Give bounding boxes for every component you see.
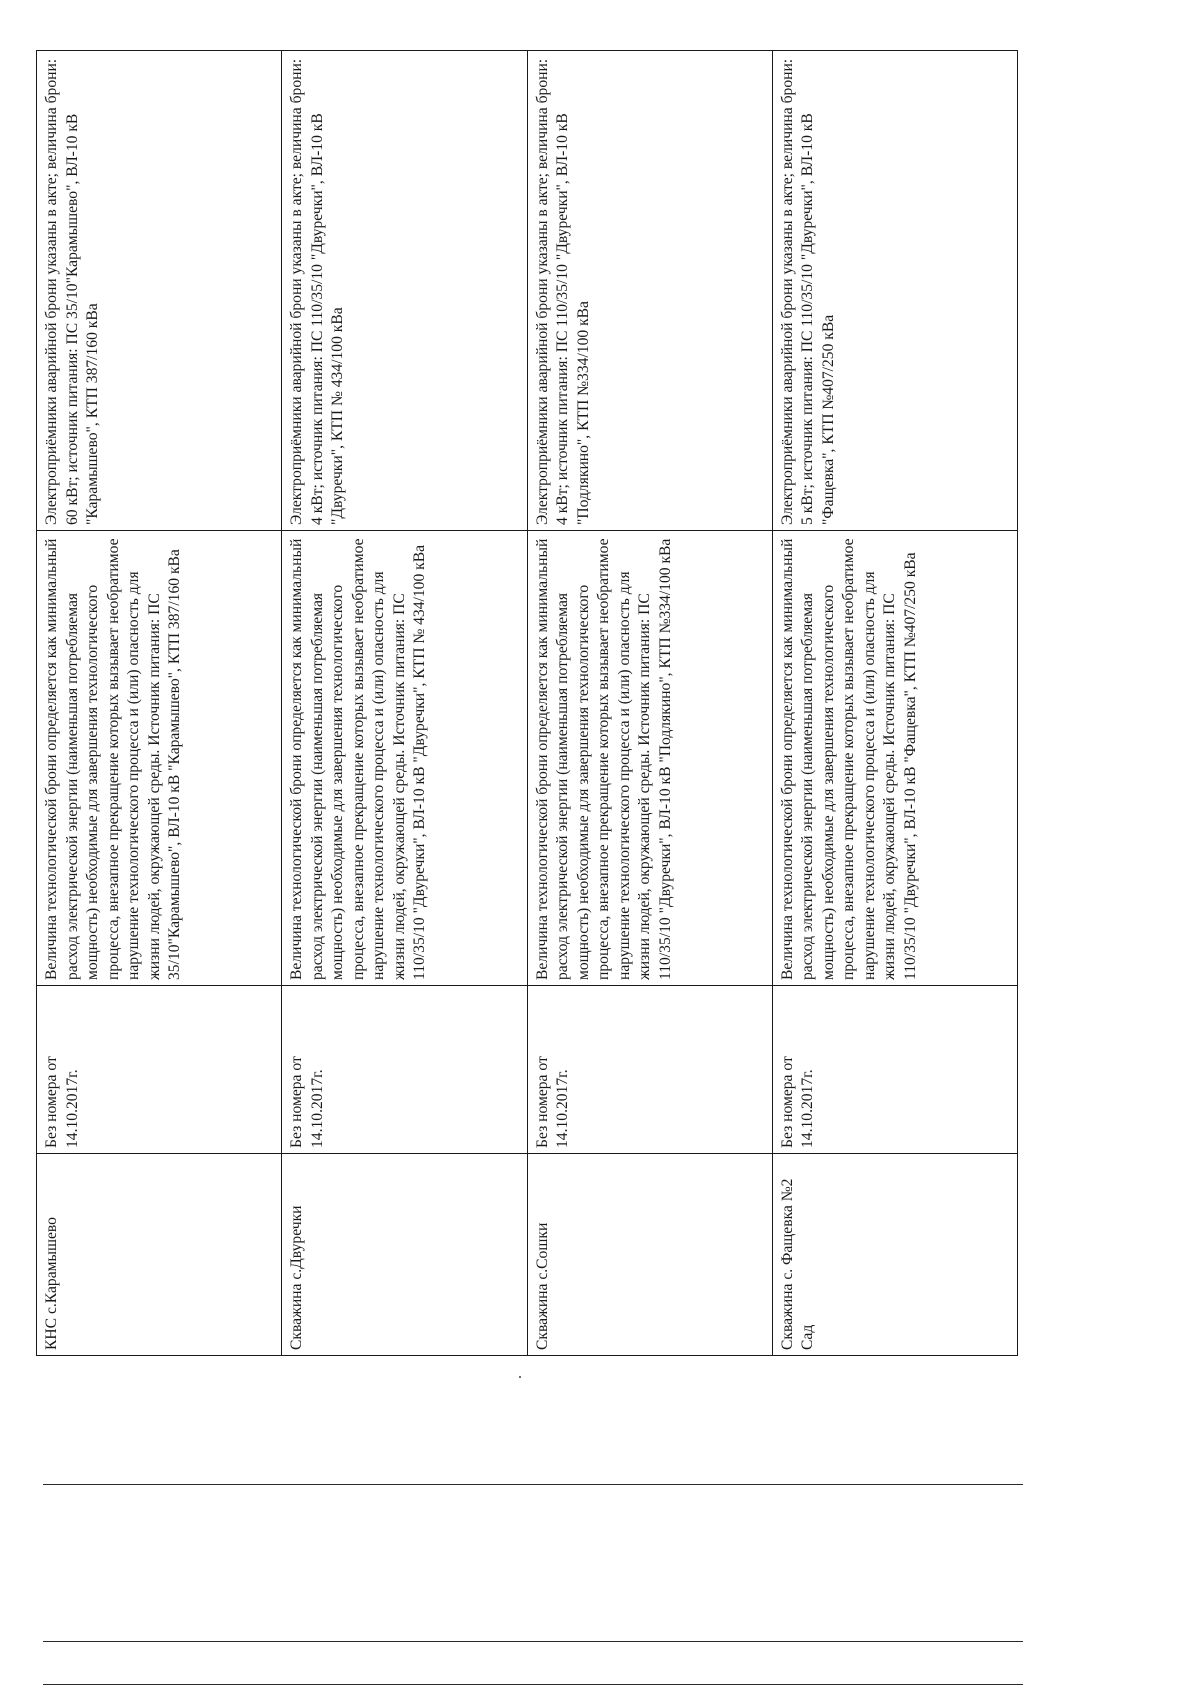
- technological-reserve-cell: Величина технологической брони определяется как минимальный расход электрической энергии (наименьшая потребляемая мощность) необходимые для завершения технологического процесса, внезапное прекращение которых вызывает необратимое нарушение технологического процесса и (или) опасность для жизни людей, окружающей среды. Источник питания: ПС 110/35/10 "Двуречки", ВЛ-10 кВ "Подлякино", КТП №334/100 кВа: [527, 531, 772, 986]
- emergency-reserve-cell: Электроприёмники аварийной брони указаны в акте; величина брони: 5 кВт; источник питания: ПС 110/35/10 "Двуречки", ВЛ-10 кВ "Фащевка", КТП №407/250 кВа: [772, 51, 1017, 531]
- reserve-table: [36, 50, 1018, 1356]
- technological-reserve-cell: Величина технологической брони определяется как минимальный расход электрической энергии (наименьшая потребляемая мощность) необходимые для завершения технологического процесса, внезапное прекращение которых вызывает необратимое нарушение технологического процесса и (или) опасность для жизни людей, окружающей среды. Источник питания: ПС 110/35/10 "Двуречки", ВЛ-10 кВ "Фащевка", КТП №407/250 кВа: [772, 531, 1017, 986]
- horizontal-rule: [43, 1484, 1023, 1485]
- act-reference-cell: Без номера от 14.10.2017г.: [37, 986, 282, 1154]
- act-reference-cell: Без номера от 14.10.2017г.: [527, 986, 772, 1154]
- technological-reserve-cell: Величина технологической брони определяется как минимальный расход электрической энергии (наименьшая потребляемая мощность) необходимые для завершения технологического процесса, внезапное прекращение которых вызывает необратимое нарушение технологического процесса и (или) опасность для жизни людей, окружающей среды. Источник питания: ПС 110/35/10 "Двуречки", ВЛ-10 кВ "Двуречки", КТП № 434/100 кВа: [282, 531, 527, 986]
- horizontal-rule: [43, 1684, 1023, 1685]
- table-row: [282, 51, 527, 1356]
- object-name-cell: КНС с.Карамышево: [37, 1154, 282, 1356]
- object-name-cell: Скважина с. Фащевка №2 Сад: [772, 1154, 1017, 1356]
- horizontal-rule: [43, 1641, 1023, 1642]
- table-row: [527, 51, 772, 1356]
- table-row: [37, 51, 282, 1356]
- rotated-table-container: [36, 51, 1018, 1356]
- table-row: [772, 51, 1017, 1356]
- emergency-reserve-cell: Электроприёмники аварийной брони указаны в акте; величина брони: 60 кВт; источник питания: ПС 35/10"Карамышево", ВЛ-10 кВ "Карамышево", КТП 387/160 кВа: [37, 51, 282, 531]
- emergency-reserve-cell: Электроприёмники аварийной брони указаны в акте; величина брони: 4 кВт; источник питания: ПС 110/35/10 "Двуречки", ВЛ-10 кВ "Подлякино", КТП №334/100 кВа: [527, 51, 772, 531]
- act-reference-cell: Без номера от 14.10.2017г.: [282, 986, 527, 1154]
- object-name-cell: Скважина с.Сошки: [527, 1154, 772, 1356]
- technological-reserve-cell: Величина технологической брони определяется как минимальный расход электрической энергии (наименьшая потребляемая мощность) необходимые для завершения технологического процесса, внезапное прекращение которых вызывает необратимое нарушение технологического процесса и (или) опасность для жизни людей, окружающей среды. Источник питания: ПС 35/10"Карамышево", ВЛ-10 кВ "Карамышево", КТП 387/160 кВа: [37, 531, 282, 986]
- object-name-cell: Скважина с.Двуречки: [282, 1154, 527, 1356]
- act-reference-cell: Без номера от 14.10.2017г.: [772, 986, 1017, 1154]
- scan-speck: [519, 1376, 521, 1378]
- emergency-reserve-cell: Электроприёмники аварийной брони указаны в акте; величина брони: 4 кВт; источник питания: ПС 110/35/10 "Двуречки", ВЛ-10 кВ "Двуречки", КТП № 434/100 кВа: [282, 51, 527, 531]
